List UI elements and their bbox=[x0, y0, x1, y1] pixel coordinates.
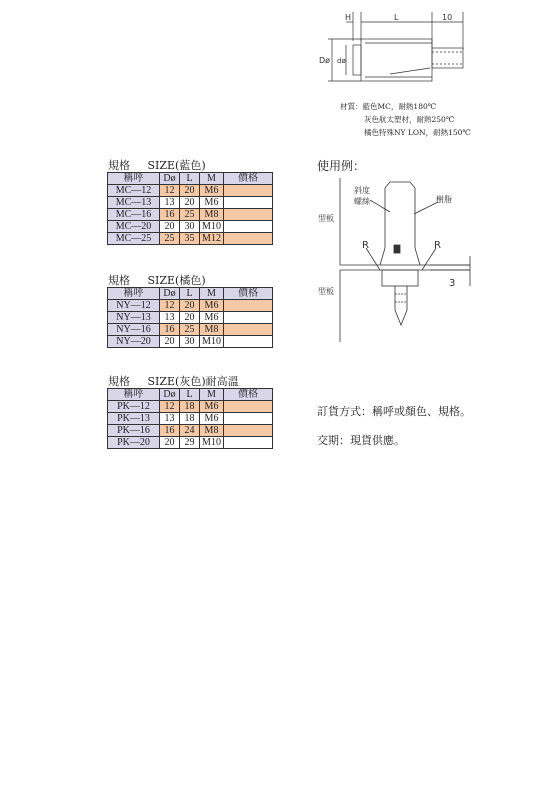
cell-d: 12 bbox=[160, 185, 180, 197]
dim-label-10: 10 bbox=[442, 13, 453, 22]
cell-price bbox=[224, 312, 273, 324]
cell-m: M6 bbox=[200, 401, 224, 413]
cell-l: 35 bbox=[180, 233, 200, 245]
table-ny bbox=[107, 287, 273, 348]
size-label: SIZE(灰色)耐高溫 bbox=[147, 375, 239, 388]
material-line-2 bbox=[340, 113, 471, 126]
cell-l: 18 bbox=[180, 401, 200, 413]
cell-price bbox=[224, 425, 273, 437]
col-header-d: Dø bbox=[160, 389, 180, 401]
cell-price bbox=[224, 324, 273, 336]
cell-code: PK—16 bbox=[108, 425, 160, 437]
table-row bbox=[108, 185, 273, 197]
dim-label-d-inner: dø bbox=[337, 57, 346, 65]
cell-l: 25 bbox=[180, 209, 200, 221]
table-row bbox=[108, 312, 273, 324]
table-row bbox=[108, 233, 273, 245]
cell-m: M10 bbox=[200, 437, 224, 449]
col-header-l: L bbox=[180, 288, 200, 300]
cell-d: 20 bbox=[160, 336, 180, 348]
cell-m: M6 bbox=[200, 312, 224, 324]
cell-l: 24 bbox=[180, 425, 200, 437]
table-header-row bbox=[108, 173, 273, 185]
table-pk-caption bbox=[108, 373, 239, 389]
cell-code: MC—12 bbox=[108, 185, 160, 197]
cell-l: 20 bbox=[180, 300, 200, 312]
cell-price bbox=[224, 300, 273, 312]
table-row bbox=[108, 221, 273, 233]
col-header-price: 價格 bbox=[224, 173, 273, 185]
label-screw: 螺絲 bbox=[354, 197, 370, 206]
size-label: SIZE(橘色) bbox=[147, 274, 206, 287]
dim-label-h: H bbox=[345, 13, 352, 22]
cell-price bbox=[224, 185, 273, 197]
label-resin: 樹脂 bbox=[436, 195, 452, 204]
cell-d: 25 bbox=[160, 233, 180, 245]
cell-l: 29 bbox=[180, 437, 200, 449]
col-header-l: L bbox=[180, 389, 200, 401]
usage-title: 使用例： bbox=[317, 159, 366, 173]
cell-price bbox=[224, 221, 273, 233]
cell-d: 12 bbox=[160, 401, 180, 413]
col-header-price: 價格 bbox=[224, 389, 273, 401]
col-header-code: 稱呼 bbox=[108, 288, 160, 300]
cell-l: 30 bbox=[180, 221, 200, 233]
cell-m: M6 bbox=[200, 197, 224, 209]
delivery-time: 交期：現貨供應。 bbox=[317, 434, 405, 447]
col-header-code: 稱呼 bbox=[108, 173, 160, 185]
cell-price bbox=[224, 401, 273, 413]
col-header-l: L bbox=[180, 173, 200, 185]
spec-label: 規格 bbox=[108, 375, 130, 388]
table-row bbox=[108, 437, 273, 449]
cell-code: MC—16 bbox=[108, 209, 160, 221]
cell-l: 30 bbox=[180, 336, 200, 348]
label-bevel: 斜度 bbox=[354, 186, 370, 195]
cell-price bbox=[224, 197, 273, 209]
dim-label-d-outer: Dø bbox=[319, 56, 331, 65]
cell-m: M6 bbox=[200, 300, 224, 312]
material-text-blue: 藍色MC，耐熱180℃ bbox=[362, 102, 437, 111]
table-row bbox=[108, 209, 273, 221]
material-text-grey: 灰色航太塑材，耐熱250℃ bbox=[364, 115, 455, 124]
dimension-drawing bbox=[310, 8, 480, 96]
table-row bbox=[108, 324, 273, 336]
cell-price bbox=[224, 413, 273, 425]
table-header-row bbox=[108, 288, 273, 300]
cell-code: NY—13 bbox=[108, 312, 160, 324]
col-header-m: M bbox=[200, 173, 224, 185]
table-ny-caption bbox=[108, 272, 206, 288]
size-label: SIZE(藍色) bbox=[147, 159, 206, 172]
cell-code: MC—20 bbox=[108, 221, 160, 233]
cell-d: 12 bbox=[160, 300, 180, 312]
material-prefix: 材質： bbox=[340, 102, 363, 111]
cell-m: M8 bbox=[200, 209, 224, 221]
cell-code: NY—20 bbox=[108, 336, 160, 348]
cell-l: 25 bbox=[180, 324, 200, 336]
table-row bbox=[108, 336, 273, 348]
col-header-price: 價格 bbox=[224, 288, 273, 300]
spec-label: 規格 bbox=[108, 274, 130, 287]
cell-l: 18 bbox=[180, 413, 200, 425]
cell-price bbox=[224, 209, 273, 221]
table-pk bbox=[107, 388, 273, 449]
col-header-d: Dø bbox=[160, 288, 180, 300]
cell-m: M8 bbox=[200, 425, 224, 437]
cell-d: 16 bbox=[160, 324, 180, 336]
cell-d: 20 bbox=[160, 221, 180, 233]
cell-code: PK—20 bbox=[108, 437, 160, 449]
cell-d: 20 bbox=[160, 437, 180, 449]
cell-d: 16 bbox=[160, 425, 180, 437]
cell-m: M8 bbox=[200, 324, 224, 336]
col-header-m: M bbox=[200, 288, 224, 300]
label-plate-upper: 型板 bbox=[318, 214, 334, 223]
col-header-m: M bbox=[200, 389, 224, 401]
cell-d: 13 bbox=[160, 197, 180, 209]
table-row bbox=[108, 300, 273, 312]
col-header-code: 稱呼 bbox=[108, 389, 160, 401]
table-row bbox=[108, 413, 273, 425]
cell-m: M6 bbox=[200, 185, 224, 197]
table-row bbox=[108, 197, 273, 209]
order-method: 訂貨方式：稱呼或顏色、規格。 bbox=[317, 405, 471, 418]
cell-code: MC—25 bbox=[108, 233, 160, 245]
table-row bbox=[108, 401, 273, 413]
material-text-orange: 橘色特殊NY LON，耐熱150℃ bbox=[364, 128, 471, 137]
cell-d: 13 bbox=[160, 312, 180, 324]
cell-price bbox=[224, 233, 273, 245]
cell-code: PK—12 bbox=[108, 401, 160, 413]
table-header-row bbox=[108, 389, 273, 401]
label-plate-lower: 型板 bbox=[318, 287, 334, 296]
cell-m: M10 bbox=[200, 336, 224, 348]
label-r-left: R bbox=[362, 240, 369, 251]
cell-m: M10 bbox=[200, 221, 224, 233]
material-line-1 bbox=[340, 100, 471, 113]
label-gap: 3 bbox=[449, 278, 456, 289]
spec-label: 規格 bbox=[108, 159, 130, 172]
cell-m: M6 bbox=[200, 413, 224, 425]
cell-price bbox=[224, 437, 273, 449]
cell-code: NY—12 bbox=[108, 300, 160, 312]
cell-code: PK—13 bbox=[108, 413, 160, 425]
table-row bbox=[108, 425, 273, 437]
cell-m: M12 bbox=[200, 233, 224, 245]
dim-label-l: L bbox=[394, 13, 399, 22]
cell-l: 20 bbox=[180, 312, 200, 324]
table-mc bbox=[107, 172, 273, 245]
cell-d: 13 bbox=[160, 413, 180, 425]
cell-code: MC—13 bbox=[108, 197, 160, 209]
material-line-3 bbox=[340, 126, 471, 139]
usage-diagram bbox=[310, 170, 490, 345]
cell-d: 16 bbox=[160, 209, 180, 221]
label-r-right: R bbox=[434, 240, 441, 251]
cell-code: NY—16 bbox=[108, 324, 160, 336]
cell-price bbox=[224, 336, 273, 348]
cell-l: 20 bbox=[180, 197, 200, 209]
cell-l: 20 bbox=[180, 185, 200, 197]
table-mc-caption bbox=[108, 157, 206, 173]
material-notes bbox=[340, 100, 471, 139]
col-header-d: Dø bbox=[160, 173, 180, 185]
